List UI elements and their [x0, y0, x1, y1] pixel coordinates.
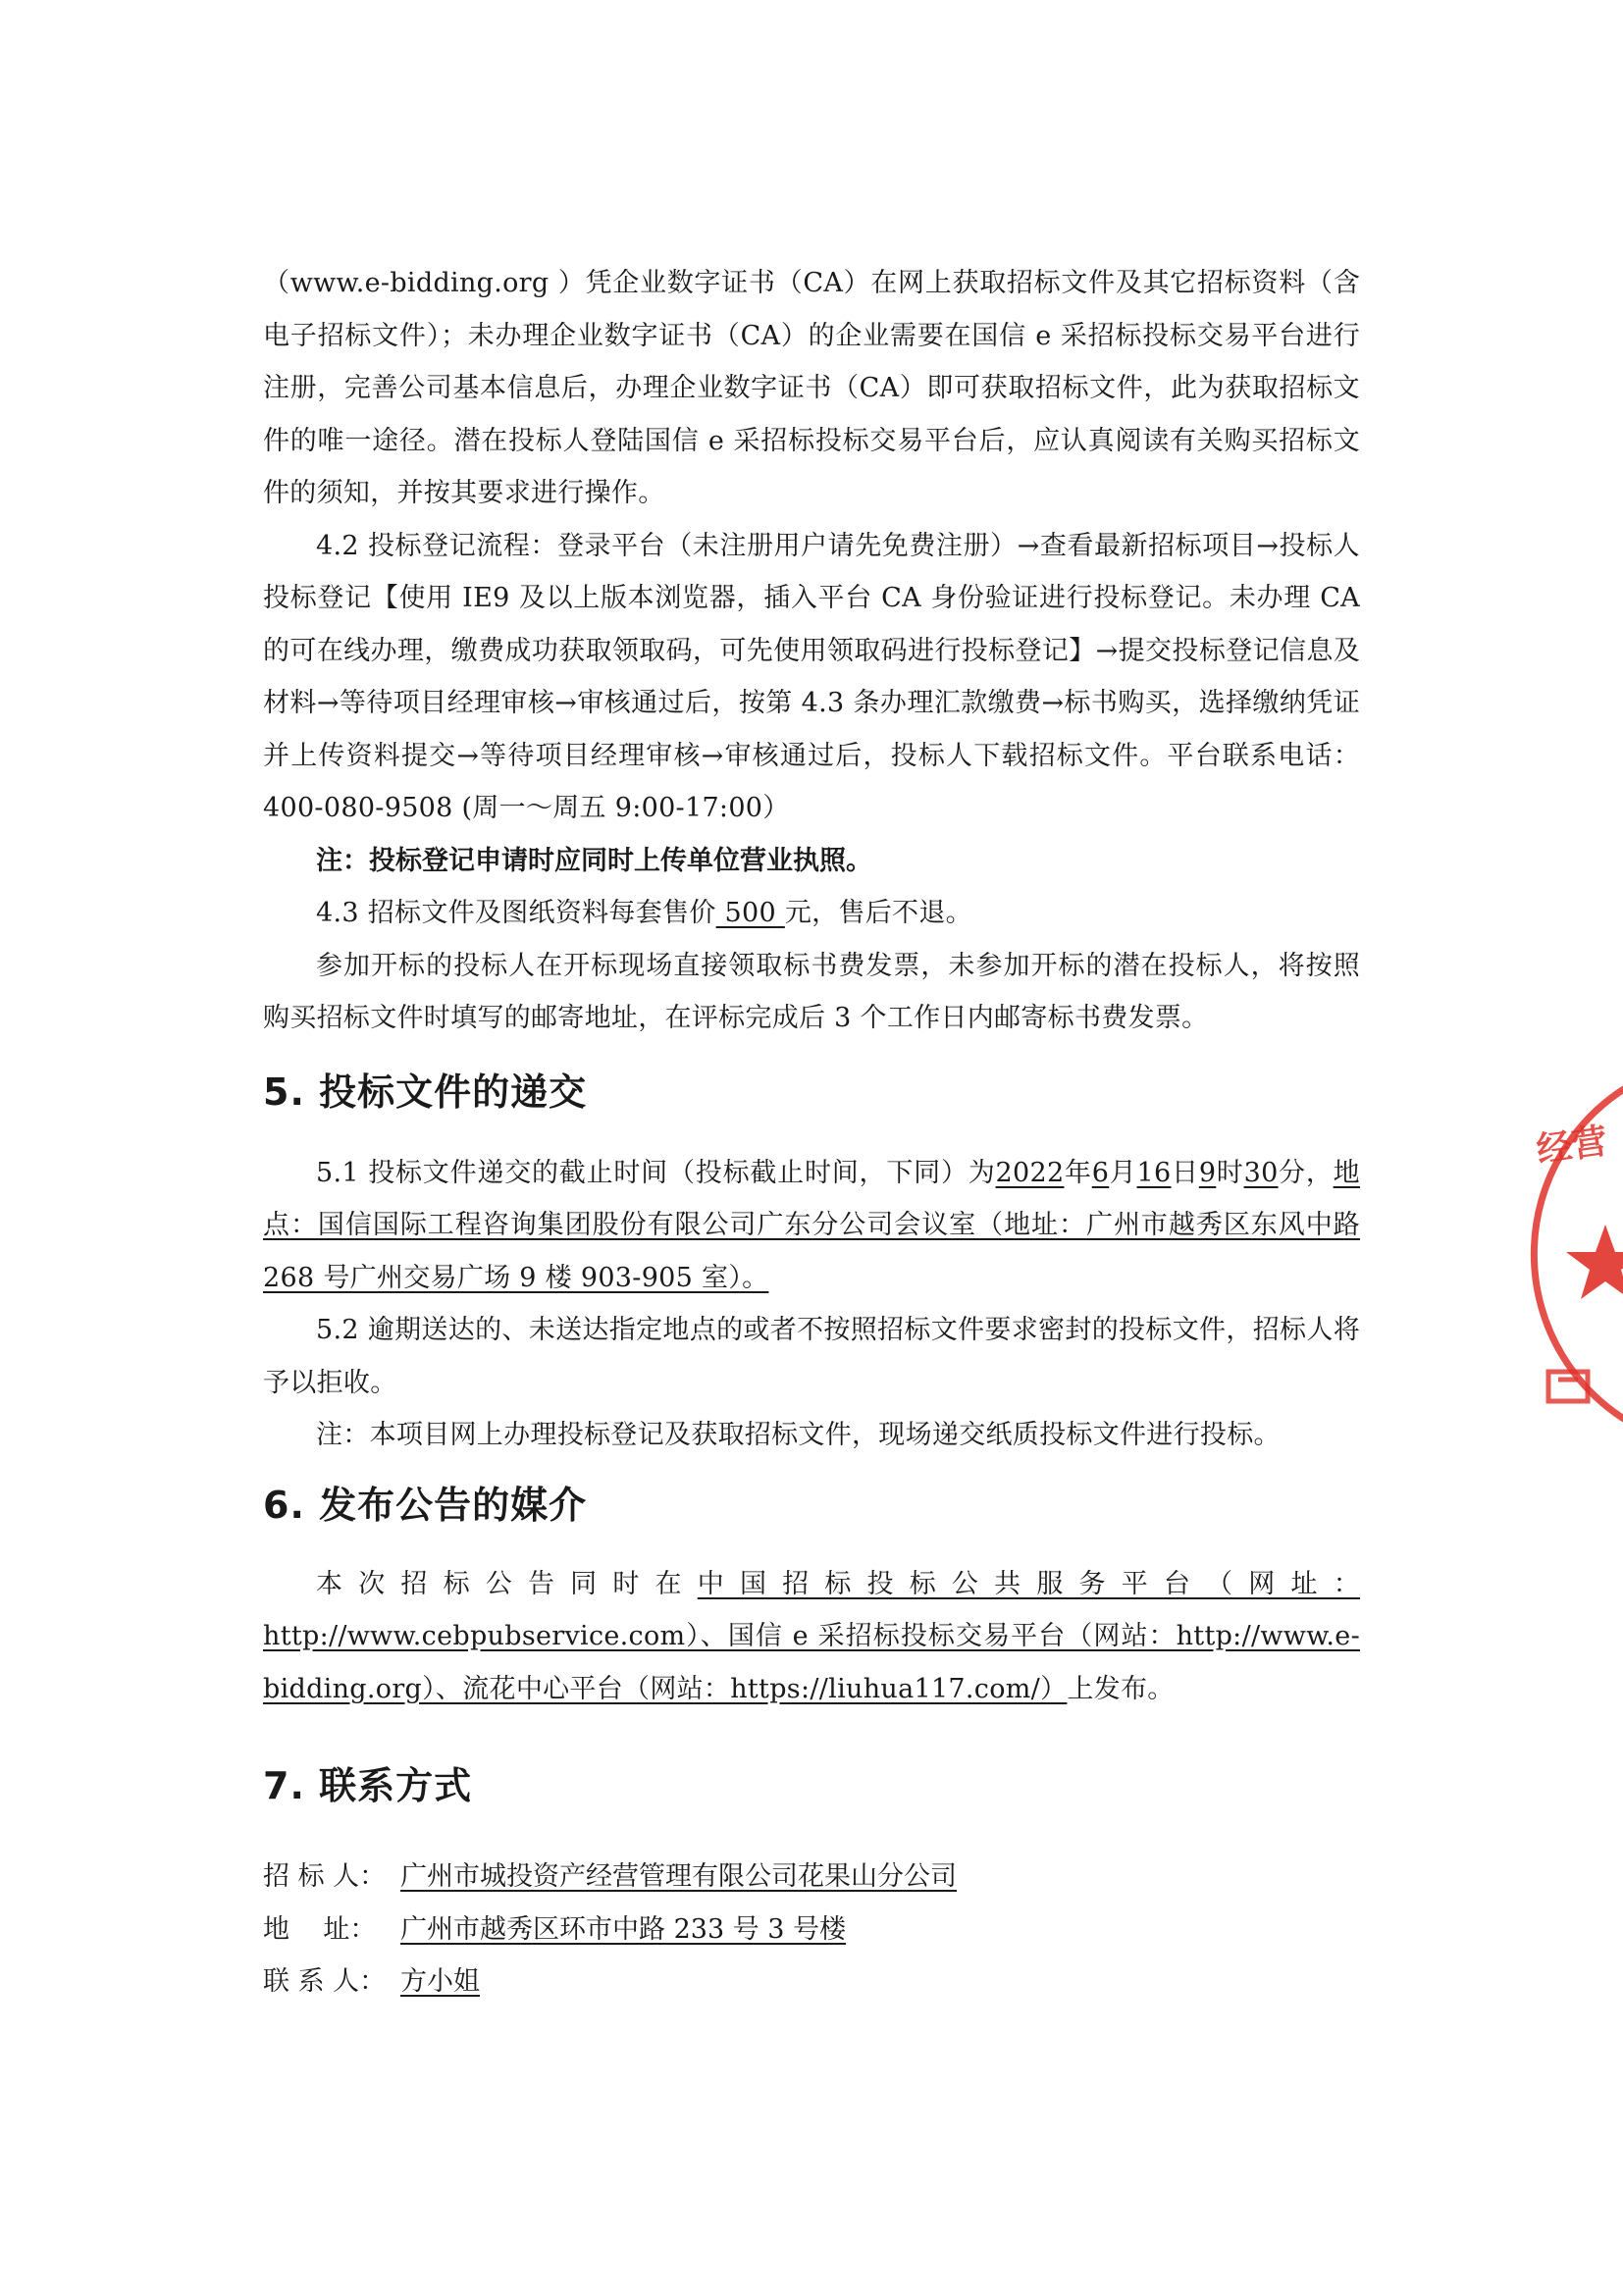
price-suffix: 元，售后不退。	[784, 898, 972, 928]
contact-row	[263, 1956, 1360, 2009]
contact-value: 广州市城投资产经营管理有限公司花果山分公司	[400, 1861, 957, 1892]
deadline-hour: 9	[1198, 1157, 1217, 1188]
contact-list	[263, 1851, 1360, 2009]
document-body	[263, 257, 1360, 2009]
contact-row	[263, 1904, 1360, 1957]
section7-heading: 7. 联系方式	[263, 1764, 473, 1807]
section4-paragraph-4: 参加开标的投标人在开标现场直接领取标书费发票，未参加开标的潜在投标人，将按照购买招标文件时填写的邮寄地址，在评标完成后 3 个工作日内邮寄标书费发票。	[263, 950, 1360, 1033]
contact-value: 广州市越秀区环市中路 233 号 3 号楼	[400, 1913, 847, 1945]
section6-paragraph: 本次招标公告同时在中国招标投标公共服务平台（网址：http://www.cebpubservice.com）、国信 e 采招标投标交易平台（网站：http://www.e-bidding.org）、流花中心平台（网站：https://liuhua117.com/）上发布。	[263, 1568, 1360, 1704]
section5-paragraph-1: 5.1 投标文件递交的截止时间（投标截止时间，下同）为2022年6月16日9时30分，地点：国信国际工程咨询集团股份有限公司广东分公司会议室（地址：广州市越秀区东风中路 268 号广州交易广场 9 楼 903-905 室）。	[263, 1157, 1360, 1293]
section4-paragraph-2: 4.2 投标登记流程：登录平台（未注册用户请先免费注册）→查看最新招标项目→投标人投标登记【使用 IE9 及以上版本浏览器，插入平台 CA 身份验证进行投标登记。未办理 CA 的可在线办理，缴费成功获取领取码，可先使用领取码进行投标登记】→提交投标登记信息及材料→等待项目经理审核→审核通过后，按第 4.3 条办理汇款缴费→标书购买，选择缴纳凭证并上传资料提交→等待项目经理审核→审核通过后，投标人下载招标文件。平台联系电话：400-080-9508 (周一～周五 9:00-17:00）	[263, 530, 1360, 823]
section5-paragraph-3: 注：本项目网上办理投标登记及获取招标文件，现场递交纸质投标文件进行投标。	[316, 1420, 1281, 1450]
deadline-day: 16	[1136, 1157, 1172, 1188]
price-prefix: 4.3 招标文件及图纸资料每套售价	[316, 898, 716, 928]
svg-text:经营: 经营	[1534, 1121, 1610, 1172]
section4-note: 注：投标登记申请时应同时上传单位营业执照。	[316, 845, 872, 876]
deadline-year: 2022	[995, 1157, 1065, 1188]
seal-star-icon	[1566, 1225, 1623, 1299]
section4-paragraph-3	[263, 887, 1360, 940]
section4-paragraph-1: （www.e-bidding.org ）凭企业数字证书（CA）在网上获取招标文件及其它招标资料（含电子招标文件）；未办理企业数字证书（CA）的企业需要在国信 e 采招标投标交易平台进行注册，完善公司基本信息后，办理企业数字证书（CA）即可获取招标文件，此为获取招标文件的唯一途径。潜在投标人登陆国信 e 采招标投标交易平台后，应认真阅读有关购买招标文件的须知，并按其要求进行操作。	[263, 268, 1360, 508]
section5-paragraph-2: 5.2 逾期送达的、未送达指定地点的或者不按照招标文件要求密封的投标文件，招标人将予以拒收。	[263, 1315, 1360, 1398]
contact-value: 方小姐	[400, 1966, 480, 1997]
submission-place: 地点：国信国际工程咨询集团股份有限公司广东分公司会议室（地址：广州市越秀区东风中路 268 号广州交易广场 9 楼 903-905 室）。	[263, 1157, 1360, 1293]
contact-label: 联 系 人：	[263, 1966, 387, 1997]
contact-label: 招 标 人：	[263, 1861, 387, 1892]
media-list: 中国招标投标公共服务平台（网址：http://www.cebpubservice.com）、国信 e 采招标投标交易平台（网站：http://www.e-bidding.org）、流花中心平台（网站：https://liuhua117.com/）	[263, 1568, 1360, 1704]
deadline-month: 6	[1091, 1157, 1110, 1188]
company-seal	[1529, 1077, 1623, 1431]
contact-row	[263, 1851, 1360, 1904]
section6-heading: 6. 发布公告的媒介	[263, 1483, 588, 1527]
price-value: 500	[724, 898, 776, 928]
section5-heading: 5. 投标文件的递交	[263, 1070, 588, 1114]
contact-label: 地 址：	[263, 1913, 377, 1945]
deadline-minute: 30	[1243, 1157, 1279, 1188]
